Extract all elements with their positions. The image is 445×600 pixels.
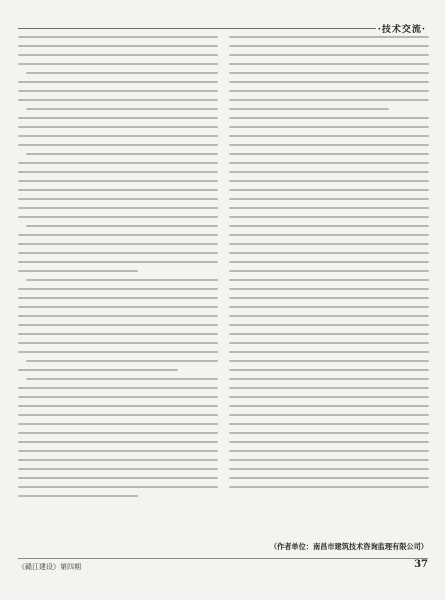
text-line-placeholder (18, 459, 218, 461)
text-line-placeholder (18, 414, 218, 416)
text-line-placeholder (229, 360, 429, 362)
text-line-placeholder (18, 288, 218, 290)
text-line-placeholder (229, 36, 429, 38)
text-line-placeholder (229, 216, 429, 218)
text-line-placeholder (18, 243, 218, 245)
header-rule (18, 28, 428, 29)
text-line-placeholder (229, 171, 429, 173)
text-line-placeholder (18, 63, 218, 65)
text-line-placeholder (229, 225, 429, 227)
text-line-placeholder (229, 45, 429, 47)
text-line-placeholder (229, 477, 429, 479)
text-line-placeholder (18, 90, 218, 92)
text-line-placeholder (18, 270, 138, 272)
text-line-placeholder (18, 486, 218, 488)
text-line-placeholder (18, 216, 218, 218)
text-line-placeholder (229, 99, 429, 101)
text-line-placeholder (229, 468, 429, 470)
text-line-placeholder (18, 396, 218, 398)
text-line-placeholder (229, 162, 429, 164)
text-line-placeholder (18, 441, 218, 443)
text-line-placeholder (18, 180, 218, 182)
text-line-placeholder (229, 423, 429, 425)
text-line-placeholder (26, 72, 218, 74)
text-line-placeholder (229, 270, 429, 272)
section-tag: ·技术交流· (376, 22, 428, 35)
journal-name: 《赣江建设》第四期 (18, 563, 81, 571)
text-line-placeholder (229, 324, 429, 326)
text-line-placeholder (229, 351, 429, 353)
text-line-placeholder (18, 252, 218, 254)
text-line-placeholder (229, 252, 429, 254)
text-line-placeholder (229, 207, 429, 209)
text-line-placeholder (229, 459, 429, 461)
footer-rule (18, 558, 428, 559)
text-line-placeholder (229, 297, 429, 299)
text-line-placeholder (26, 108, 218, 110)
text-line-placeholder (229, 378, 429, 380)
text-line-placeholder (26, 225, 218, 227)
text-line-placeholder (18, 117, 218, 119)
text-line-placeholder (18, 45, 218, 47)
left-column (18, 36, 218, 556)
page-number: 37 (414, 559, 428, 570)
text-line-placeholder (229, 414, 429, 416)
text-line-placeholder (229, 369, 429, 371)
text-line-placeholder (18, 369, 178, 371)
text-line-placeholder (26, 279, 218, 281)
text-line-placeholder (229, 261, 429, 263)
text-line-placeholder (229, 243, 429, 245)
text-line-placeholder (229, 189, 429, 191)
text-line-placeholder (18, 297, 218, 299)
text-line-placeholder (229, 387, 429, 389)
text-line-placeholder (18, 324, 218, 326)
text-line-placeholder (18, 315, 218, 317)
text-line-placeholder (229, 405, 429, 407)
text-line-placeholder (229, 315, 429, 317)
text-line-placeholder (229, 306, 429, 308)
text-line-placeholder (229, 135, 429, 137)
text-line-placeholder (229, 108, 389, 110)
author-note: （作者单位：南昌市建筑技术咨询监理有限公司） (269, 542, 428, 551)
text-line-placeholder (229, 198, 429, 200)
text-line-placeholder (18, 234, 218, 236)
text-line-placeholder (229, 486, 429, 488)
text-line-placeholder (18, 126, 218, 128)
text-line-placeholder (18, 306, 218, 308)
text-line-placeholder (18, 333, 218, 335)
text-line-placeholder (18, 171, 218, 173)
text-line-placeholder (18, 450, 218, 452)
text-line-placeholder (229, 144, 429, 146)
text-line-placeholder (229, 441, 429, 443)
text-line-placeholder (18, 198, 218, 200)
text-line-placeholder (26, 360, 218, 362)
text-line-placeholder (229, 54, 429, 56)
text-line-placeholder (18, 189, 218, 191)
text-line-placeholder (18, 36, 218, 38)
text-line-placeholder (18, 468, 218, 470)
text-line-placeholder (18, 342, 218, 344)
text-line-placeholder (18, 207, 218, 209)
text-line-placeholder (229, 432, 429, 434)
text-line-placeholder (229, 234, 429, 236)
text-line-placeholder (229, 63, 429, 65)
text-line-placeholder (229, 333, 429, 335)
text-line-placeholder (229, 117, 429, 119)
text-line-placeholder (229, 126, 429, 128)
text-line-placeholder (18, 135, 218, 137)
text-line-placeholder (18, 261, 218, 263)
text-line-placeholder (229, 396, 429, 398)
text-line-placeholder (229, 450, 429, 452)
text-line-placeholder (229, 72, 429, 74)
text-line-placeholder (18, 99, 218, 101)
text-line-placeholder (18, 495, 138, 497)
text-line-placeholder (18, 477, 218, 479)
text-line-placeholder (229, 288, 429, 290)
text-line-placeholder (229, 342, 429, 344)
text-line-placeholder (18, 162, 218, 164)
text-line-placeholder (229, 279, 429, 281)
text-line-placeholder (229, 180, 429, 182)
text-line-placeholder (18, 423, 218, 425)
text-line-placeholder (18, 387, 218, 389)
right-column (229, 36, 429, 532)
text-line-placeholder (229, 81, 429, 83)
text-line-placeholder (229, 153, 429, 155)
text-line-placeholder (26, 153, 218, 155)
text-line-placeholder (18, 405, 218, 407)
text-line-placeholder (18, 144, 218, 146)
text-line-placeholder (18, 81, 218, 83)
text-line-placeholder (26, 378, 218, 380)
text-line-placeholder (18, 432, 218, 434)
text-line-placeholder (229, 90, 429, 92)
text-line-placeholder (18, 351, 218, 353)
text-line-placeholder (18, 54, 218, 56)
